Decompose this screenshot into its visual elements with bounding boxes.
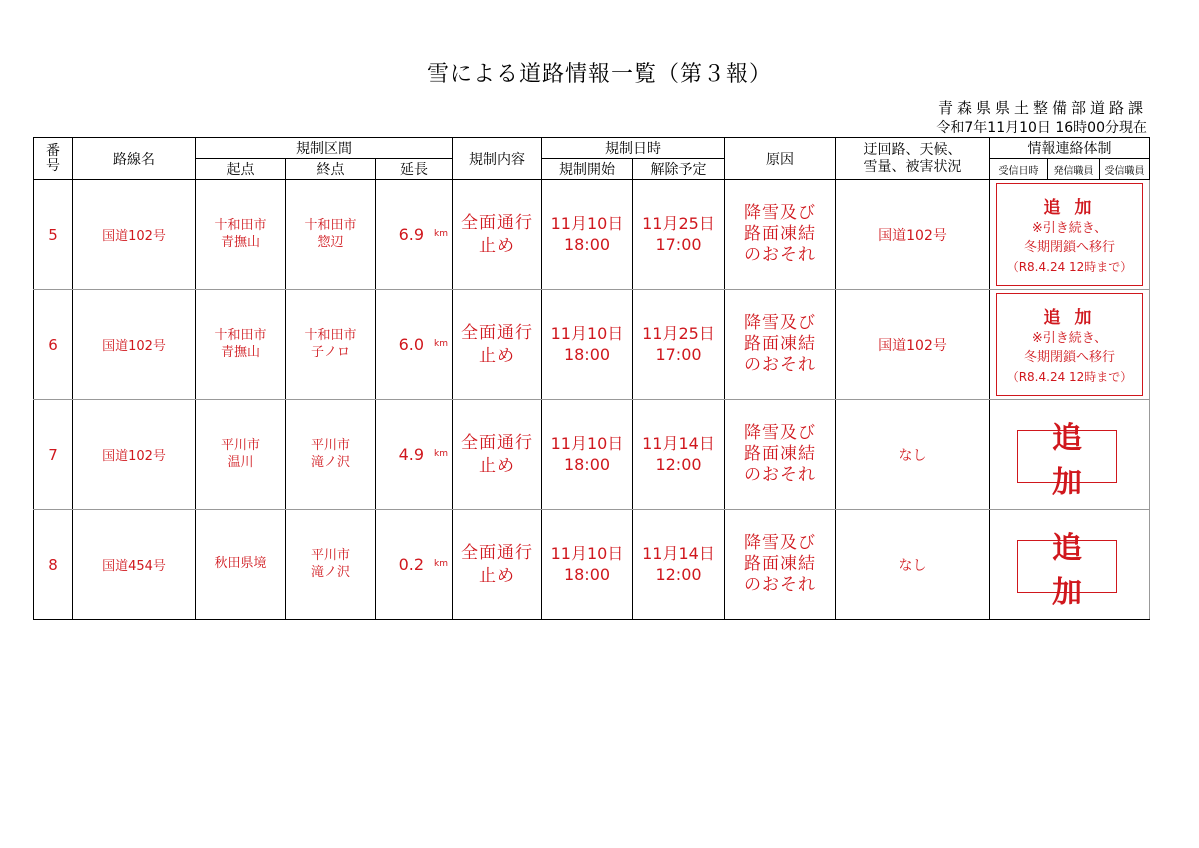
cause: 降雪及び 路面凍結 のおそれ (725, 510, 836, 620)
header-start-point: 起点 (196, 159, 286, 180)
length-unit: km (434, 559, 448, 569)
length (376, 510, 453, 620)
as-of-timestamp: 令和7年11月10日 16時00分現在 (936, 120, 1147, 136)
route-name: 国道102号 (73, 400, 196, 510)
header-contact: 情報連絡体制 (990, 138, 1150, 159)
restriction-content: 全面通行 止め (453, 400, 542, 510)
length-value: 4.9 (398, 445, 425, 464)
row-number: 5 (34, 180, 73, 290)
add-label: 追 加 (1043, 198, 1096, 219)
header-route: 路線名 (73, 138, 196, 180)
length (376, 180, 453, 290)
organization-name: 青森県県土整備部道路課 (937, 99, 1147, 117)
route-name: 国道454号 (73, 510, 196, 620)
contact-info (990, 180, 1150, 290)
add-label: 追加 (1052, 530, 1096, 610)
add-label: 追加 (1052, 420, 1096, 500)
header-sender: 発信職員 (1048, 159, 1100, 180)
cause: 降雪及び 路面凍結 のおそれ (725, 400, 836, 510)
detour-info: なし (836, 510, 990, 620)
header-detour (836, 138, 990, 180)
route-name: 国道102号 (73, 290, 196, 400)
restriction-start: 11月10日 18:00 (542, 290, 633, 400)
header-length: 延長 (376, 159, 453, 180)
route-name: 国道102号 (73, 180, 196, 290)
add-notice-box (996, 183, 1143, 286)
length (376, 290, 453, 400)
length-unit: km (434, 229, 448, 239)
detour-info: 国道102号 (836, 290, 990, 400)
table-row (34, 180, 1150, 290)
contact-info (990, 290, 1150, 400)
start-point: 秋田県境 (196, 510, 286, 620)
road-info-table (33, 137, 1150, 620)
table-row (34, 510, 1150, 620)
header-number-line1: 番 (46, 142, 60, 159)
start-point: 十和田市 青撫山 (196, 290, 286, 400)
closure-until: （R8.4.24 12時まで） (1006, 259, 1133, 274)
restriction-start: 11月10日 18:00 (542, 510, 633, 620)
length (376, 400, 453, 510)
restriction-content: 全面通行 止め (453, 290, 542, 400)
page-title: 雪による道路情報一覧（第３報） (426, 62, 772, 87)
add-notice-box (996, 293, 1143, 396)
cause: 降雪及び 路面凍結 のおそれ (725, 290, 836, 400)
detour-info: 国道102号 (836, 180, 990, 290)
length-value: 6.9 (398, 225, 425, 244)
end-point: 平川市 滝ノ沢 (286, 510, 376, 620)
restriction-start: 11月10日 18:00 (542, 400, 633, 510)
header-number-line2: 号 (46, 157, 60, 174)
header-end-point: 終点 (286, 159, 376, 180)
row-number: 8 (34, 510, 73, 620)
length-value: 0.2 (398, 555, 425, 574)
closure-note: ※引き続き、 冬期閉鎖へ移行 (1024, 331, 1116, 365)
restriction-end: 11月14日 12:00 (633, 510, 725, 620)
restriction-content: 全面通行 止め (453, 180, 542, 290)
closure-until: （R8.4.24 12時まで） (1006, 369, 1133, 384)
end-point: 十和田市 惣辺 (286, 180, 376, 290)
restriction-start: 11月10日 18:00 (542, 180, 633, 290)
header-content: 規制内容 (453, 138, 542, 180)
length-unit: km (434, 339, 448, 349)
add-label: 追 加 (1043, 308, 1096, 329)
header-cause: 原因 (725, 138, 836, 180)
restriction-end: 11月25日 17:00 (633, 180, 725, 290)
header-detour-text: 迂回路、天候、 雪量、被害状況 (863, 141, 962, 175)
closure-note: ※引き続き、 冬期閉鎖へ移行 (1024, 221, 1116, 255)
header-section: 規制区間 (196, 138, 453, 159)
table-row (34, 290, 1150, 400)
start-point: 平川市 温川 (196, 400, 286, 510)
start-point: 十和田市 青撫山 (196, 180, 286, 290)
header-number (34, 138, 73, 180)
header-start-time: 規制開始 (542, 159, 633, 180)
contact-info (990, 400, 1150, 510)
header-recv-time: 受信日時 (990, 159, 1048, 180)
row-number: 6 (34, 290, 73, 400)
restriction-end: 11月14日 12:00 (633, 400, 725, 510)
header-receiver: 受信職員 (1100, 159, 1150, 180)
header-end-time: 解除予定 (633, 159, 725, 180)
restriction-end: 11月25日 17:00 (633, 290, 725, 400)
length-unit: km (434, 449, 448, 459)
detour-info: なし (836, 400, 990, 510)
add-notice-box (1017, 530, 1117, 610)
length-value: 6.0 (398, 335, 425, 354)
table-row (34, 400, 1150, 510)
row-number: 7 (34, 400, 73, 510)
restriction-content: 全面通行 止め (453, 510, 542, 620)
header-schedule: 規制日時 (542, 138, 725, 159)
end-point: 十和田市 子ノロ (286, 290, 376, 400)
cause: 降雪及び 路面凍結 のおそれ (725, 180, 836, 290)
contact-info (990, 510, 1150, 620)
end-point: 平川市 滝ノ沢 (286, 400, 376, 510)
add-notice-box (1017, 420, 1117, 500)
